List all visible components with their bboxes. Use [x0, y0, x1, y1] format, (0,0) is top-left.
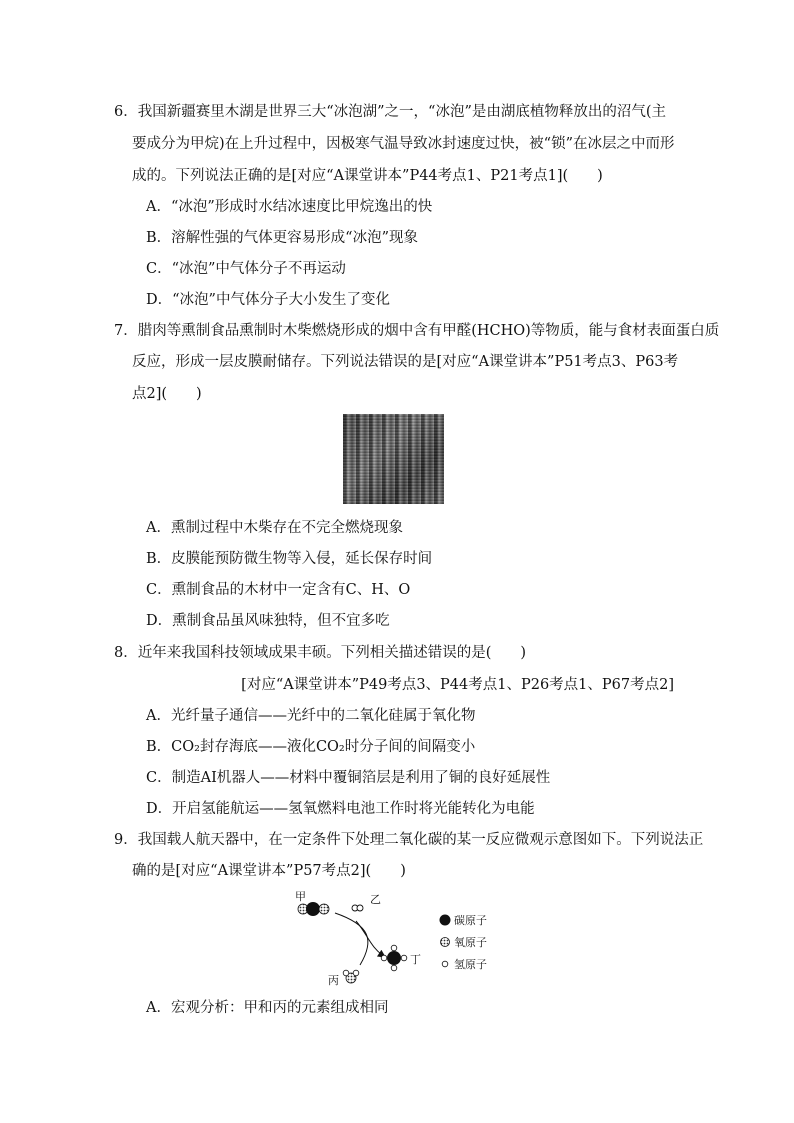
q8-reference: [对应“A课堂讲本”P49考点3、P44考点1、P26考点1、P67考点2]	[241, 677, 674, 693]
q6-stem-line1: 6．我国新疆赛里木湖是世界三大“冰泡湖”之一，“冰泡”是由湖底植物释放出的沼气(主	[114, 104, 667, 120]
q7-stem-line1: 7．腊肉等熏制食品熏制时木柴燃烧形成的烟中含有甲醛(HCHO)等物质，能与食材表面蛋白质	[114, 323, 720, 339]
q9-stem-line2: 确的是[对应“A课堂讲本”P57考点2]( )	[132, 863, 406, 879]
legend-carbon-atom-icon	[440, 915, 451, 926]
q8-option-c: C．制造AI机器人——材料中覆铜箔层是利用了铜的良好延展性	[146, 770, 551, 786]
q6-stem-line2: 要成分为甲烷)在上升过程中，因极寒气温导致冰封速度过快，被“锁”在冰层之中而形	[132, 136, 675, 152]
q7-option-c: C．熏制食品的木材中一定含有C、H、O	[146, 582, 411, 598]
diagram-legend	[440, 913, 488, 971]
q8-option-b: B．CO₂封存海底——液化CO₂时分子间的间隔变小	[146, 739, 476, 755]
legend-oxygen-atom-icon	[441, 938, 450, 947]
legend-carbon-label: 碳原子	[454, 914, 487, 927]
q6-option-c: C．“冰泡”中气体分子不再运动	[146, 261, 346, 277]
q8-stem-line1: 8．近年来我国科技领域成果丰硕。下列相关描述错误的是( )	[114, 645, 527, 661]
legend-oxygen-label: 氧原子	[454, 936, 487, 949]
q8-option-a: A．光纤量子通信——光纤中的二氧化硅属于氧化物	[146, 708, 476, 724]
reaction-micro-diagram	[290, 885, 520, 990]
q6-option-d: D．“冰泡”中气体分子大小发生了变化	[146, 292, 390, 308]
reaction-arrow-to-ding	[356, 921, 385, 957]
q6-option-a: A．“冰泡”形成时水结冰速度比甲烷逸出的快	[146, 199, 433, 215]
q6-stem-line3: 成的。下列说法正确的是[对应“A课堂讲本”P44考点1、P21考点1]( )	[132, 168, 603, 184]
smoked-meat-photo	[343, 414, 444, 504]
legend-hydrogen-label: 氢原子	[454, 958, 487, 971]
q6-option-b: B．溶解性强的气体更容易形成“冰泡”现象	[146, 230, 418, 246]
q7-option-a: A．熏制过程中木柴存在不完全燃烧现象	[146, 520, 403, 536]
molecule-jia	[298, 902, 329, 916]
q8-option-d: D．开启氢能航运——氢氧燃料电池工作时将光能转化为电能	[146, 801, 535, 817]
molecule-bing	[343, 970, 359, 983]
q7-option-d: D．熏制食品虽风味独特，但不宜多吃	[146, 613, 390, 629]
q9-stem-line1: 9．我国载人航天器中，在一定条件下处理二氧化碳的某一反应微观示意图如下。下列说法正	[114, 832, 704, 848]
q7-stem-line2: 反应，形成一层皮膜耐储存。下列说法错误的是[对应“A课堂讲本”P51考点3、P63考	[132, 354, 679, 370]
molecule-yi	[352, 905, 363, 911]
q9-option-a: A．宏观分析：甲和丙的元素组成相同	[146, 1000, 389, 1016]
reaction-arrow-curve	[335, 913, 368, 965]
label-jia: 甲	[295, 890, 306, 903]
label-yi: 乙	[370, 893, 381, 906]
label-bing: 丙	[328, 974, 339, 987]
q7-stem-line3: 点2]( )	[132, 386, 202, 402]
label-ding: 丁	[410, 953, 421, 966]
legend-hydrogen-atom-icon	[442, 961, 448, 967]
molecule-ding	[381, 945, 407, 971]
q7-option-b: B．皮膜能预防微生物等入侵，延长保存时间	[146, 551, 433, 567]
